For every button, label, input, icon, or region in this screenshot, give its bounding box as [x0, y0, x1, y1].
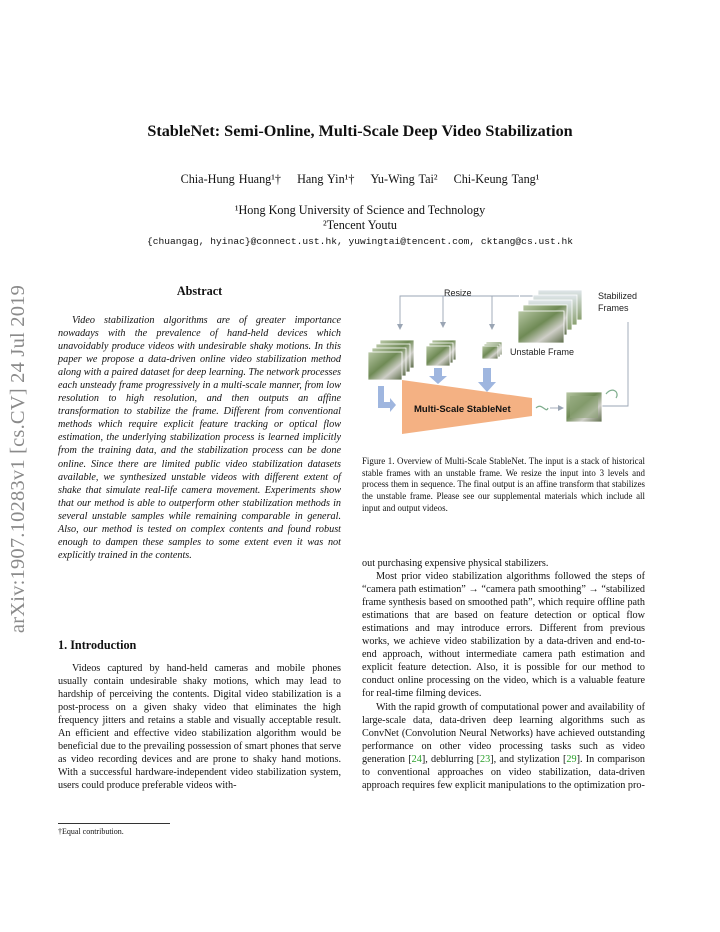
- author: Chia-Hung Huang¹†: [180, 172, 282, 186]
- connector-arrowheads: [397, 322, 495, 330]
- input-stack-small: [482, 342, 502, 359]
- affiliation: ²Tencent Youtu: [323, 218, 397, 232]
- arxiv-side-stamp: arXiv:1907.10283v1 [cs.CV] 24 Jul 2019: [7, 284, 29, 634]
- author-emails: {chuangag, hyinac}@connect.ust.hk, yuwingtai@tencent.com, cktang@cs.ust.hk: [146, 236, 574, 247]
- stabilized-frames-stack: [518, 290, 582, 343]
- right-column-text: [362, 557, 645, 792]
- intro-paragraph-3: With the rapid growth of computational power and availability of large-scale data, data-driven deep learning algorithms such as ConvNet (Convolution Neural Networks) have achieved outstanding performance on other video processing tasks such as video generation [24], deblurring [23], and stylization [29]. In comparison to conventional approaches on video stabilization, data-driven approach requires few explicit manipulations to the optimization pro-: [362, 701, 646, 791]
- citation-link[interactable]: 23: [480, 753, 491, 765]
- citation-link[interactable]: 24: [411, 753, 422, 765]
- paper-title: StableNet: Semi-Online, Multi-Scale Deep Video Stabilization: [147, 122, 573, 140]
- intro-text: Videos captured by hand-held cameras and mobile phones usually contain undesirable shaky motions, which may lead to hardship of perceiving the contents. Digital video stabilization is a post-process on a given shaky video that eliminates the high frequency jitters and retains a stable and visually acceptable result. An efficient and effective video stabilization algorithm would be beneficial due to the prevailing possession of smart phones that serve as video recording devices and are prone to shaky hand motions. With a successful hardware-independent video stabilization system, users could produce preferable videos with-: [58, 663, 341, 792]
- intro-continuation: out purchasing expensive physical stabilizers.: [362, 558, 549, 569]
- stabilized-label-line1: Stabilized: [598, 291, 638, 301]
- footnote: †Equal contribution.: [58, 827, 124, 836]
- footnote-rule: [58, 823, 170, 824]
- section-heading-introduction: 1. Introduction: [58, 638, 137, 652]
- input-stack-large: [368, 340, 414, 380]
- abstract-body: [58, 314, 341, 562]
- intro-paragraph-2: Most prior video stabilization algorithms followed the steps of “camera path estimation” → “camera path smoothing” → “stabilized frame synthesis based on smoothed path”, which require offline path estimations that are based on feature detection or optical flow estimations and may introduce errors. Different from previous works, we achieve video stabilization by a data-driven and end-to-end approach, without intermediate camera path estimation and explicit feature detection. Also, it is possible for our method to conduct online processing on the video, which is a valuable feature for real-time filming devices.: [362, 571, 645, 700]
- input-stack-medium: [426, 340, 456, 366]
- author: Hang Yin¹†: [297, 172, 355, 186]
- author: Yu-Wing Tai²: [370, 172, 438, 186]
- intro-paragraph: [58, 662, 341, 792]
- unstable-frame-label: Unstable Frame: [510, 347, 575, 357]
- author: Chi-Keung Tang¹: [453, 172, 540, 186]
- resize-label: Resize: [444, 288, 472, 298]
- citation-link[interactable]: 29: [566, 753, 577, 765]
- affiliation: ¹Hong Kong University of Science and Technology: [234, 203, 486, 217]
- figure-overview-diagram: [362, 282, 648, 448]
- author-list: [0, 172, 720, 187]
- figure-caption: Figure 1. Overview of Multi-Scale StableNet. The input is a stack of historical stable frames with an unstable frame. We resize the input into 3 levels and process them in sequence. The final output is an affine transform that stabilizes the unstable frame. Please see our supplemental materials which include all input and output videos.: [362, 456, 645, 513]
- abstract-text: Video stabilization algorithms are of greater importance nowadays with the prevalence of hand-held devices which unavoidably produce videos with undesirable shaky motions. In this paper we propose a data-driven online video stabilization method along with a paired dataset for deep learning. The network processes each unsteady frame progressively in a multi-scale manner, from low resolution to high resolution, and then outputs an affine transformation to stabilize the frame. Different from conventional methods which require explicit feature tracking or optical flow estimation, the underlying stabilization process is learned implicitly from the training data, and the stabilization process can be done online. Since there are limited public video stabilization datasets available, we synthesized unstable videos with different extent of shake that simulate real-life camera movement. Experiments show that our method is able to outperform other stabilization methods in several unstable samples while remaining comparable in general. Also, our method is tested on complex contents and found robust enough to dampen these samples to some extent even it was not explicitly trained in the contents.: [58, 315, 341, 561]
- network-label: Multi-Scale StableNet: [414, 404, 511, 415]
- stabilized-label-line2: Frames: [598, 303, 629, 313]
- abstract-heading: Abstract: [176, 284, 223, 298]
